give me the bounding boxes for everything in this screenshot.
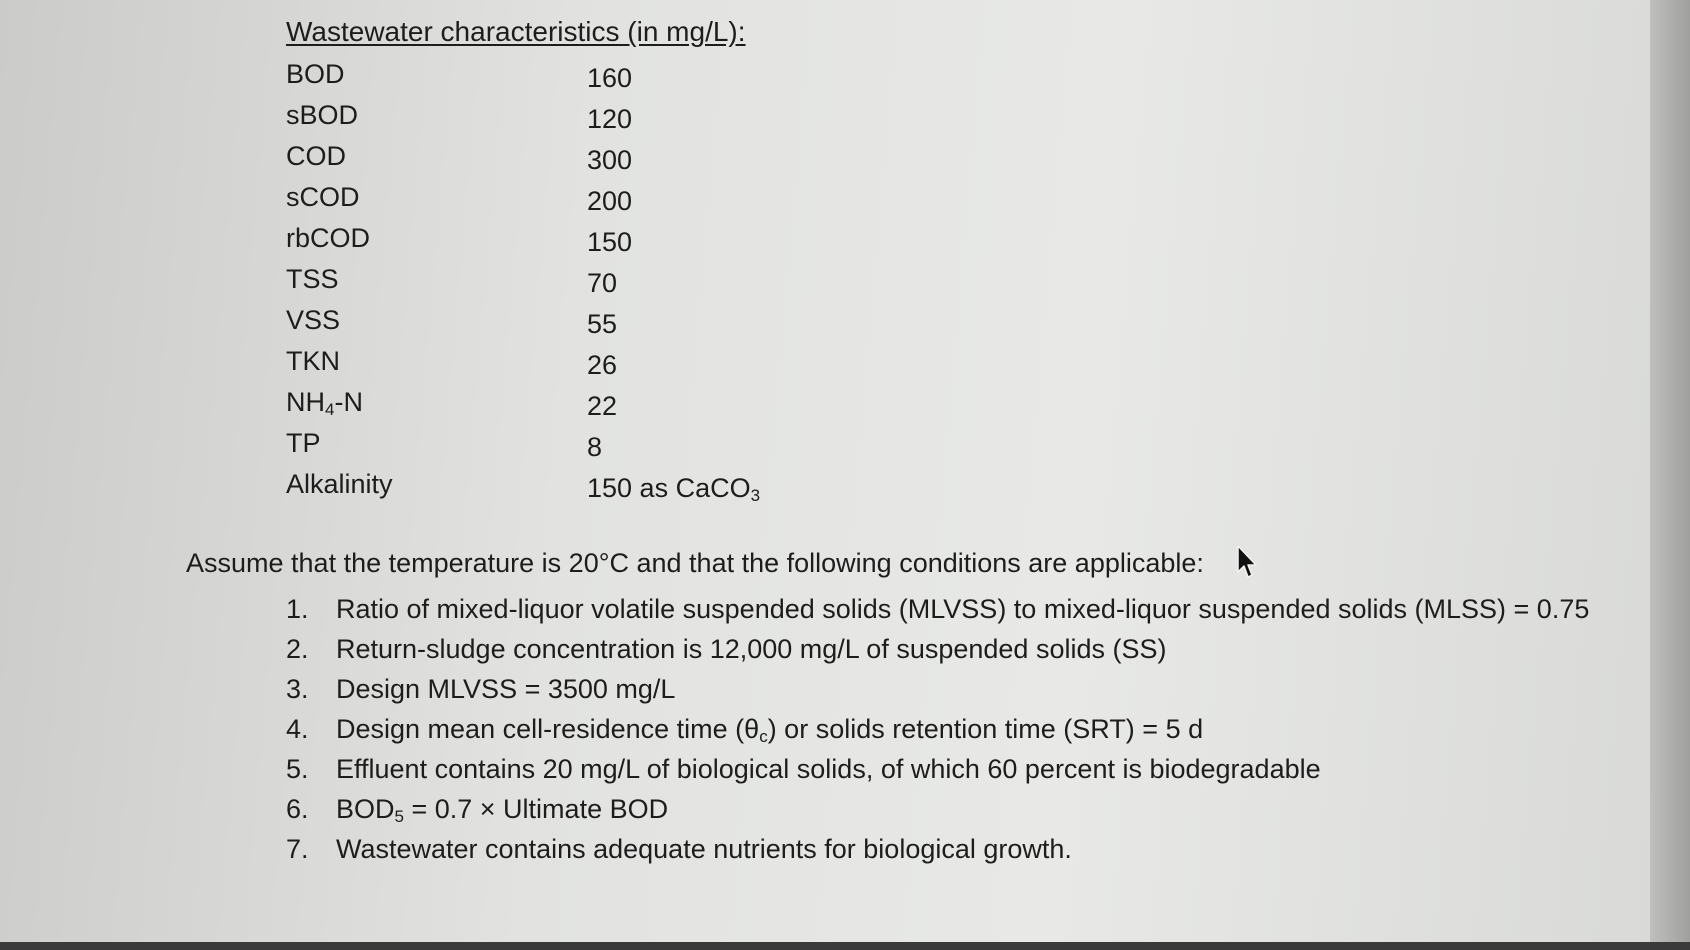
param-subscript: 4 <box>325 400 335 419</box>
table-title: Wastewater characteristics (in mg/L): <box>286 16 746 47</box>
list-number: 1. <box>286 594 309 624</box>
text-part-a: BOD <box>336 794 395 824</box>
table-row <box>286 464 786 505</box>
parameter-name: BOD <box>286 59 345 89</box>
text-part-b: ) or solids retention time (SRT) = 5 d <box>767 714 1204 744</box>
table-row <box>286 136 786 177</box>
param-main: NH <box>286 387 325 417</box>
parameter-name: Alkalinity <box>286 469 393 499</box>
table-row <box>286 218 786 259</box>
monitor-bezel-right <box>1650 0 1690 950</box>
list-item <box>286 830 1626 868</box>
parameter-value: 120 <box>587 104 633 134</box>
list-text: Ratio of mixed-liquor volatile suspended solids (MLVSS) to mixed-liquor suspended solids (MLSS) = 0.75 <box>336 594 1590 624</box>
table-row <box>286 177 786 218</box>
parameter-name: sBOD <box>286 100 359 130</box>
list-text <box>336 714 1203 744</box>
list-item <box>286 790 1626 828</box>
value-main: 150 as CaCO <box>587 473 751 503</box>
parameter-name: COD <box>286 141 346 171</box>
list-item <box>286 750 1626 788</box>
parameter-value: 200 <box>587 186 633 216</box>
list-item <box>286 590 1626 628</box>
monitor-bezel-bottom <box>0 942 1690 950</box>
text-part-a: Design mean cell-residence time (θ <box>336 714 760 744</box>
table-row <box>286 300 786 341</box>
list-number: 5. <box>286 754 309 784</box>
parameter-name: sCOD <box>286 182 360 212</box>
table-row <box>286 382 786 423</box>
parameter-value: 160 <box>587 63 633 93</box>
list-text: Effluent contains 20 mg/L of biological solids, of which 60 percent is biodegradable <box>336 754 1321 784</box>
table-row <box>286 423 786 464</box>
parameter-name: TSS <box>286 264 339 294</box>
wastewater-characteristics-table <box>286 54 786 505</box>
text-subscript: c <box>759 727 768 746</box>
text-part-b: = 0.7 × Ultimate BOD <box>403 794 669 824</box>
list-number: 6. <box>286 794 309 824</box>
parameter-name: TP <box>286 428 321 458</box>
parameter-value: 22 <box>587 391 618 421</box>
list-item <box>286 710 1626 748</box>
mouse-pointer-icon <box>1236 544 1260 580</box>
parameter-name: VSS <box>286 305 341 335</box>
list-item <box>286 670 1626 708</box>
parameter-value <box>587 468 760 509</box>
value-subscript: 3 <box>750 486 761 505</box>
list-text: Design MLVSS = 3500 mg/L <box>336 674 676 704</box>
conditions-list <box>286 590 1626 870</box>
parameter-name <box>286 382 363 423</box>
list-text: Return-sludge concentration is 12,000 mg/L of suspended solids (SS) <box>336 634 1167 664</box>
text-subscript: 5 <box>394 807 404 826</box>
list-number: 3. <box>286 674 309 704</box>
table-row <box>286 95 786 136</box>
list-item <box>286 630 1626 668</box>
list-text: Wastewater contains adequate nutrients for biological growth. <box>336 834 1072 864</box>
list-number: 2. <box>286 634 309 664</box>
list-number: 4. <box>286 714 309 744</box>
table-row <box>286 341 786 382</box>
parameter-name: TKN <box>286 346 340 376</box>
parameter-value: 70 <box>587 268 618 298</box>
table-row <box>286 259 786 300</box>
list-text <box>336 794 668 824</box>
parameter-value: 300 <box>587 145 633 175</box>
conditions-intro: Assume that the temperature is 20°C and that the following conditions are applicable: <box>186 548 1204 578</box>
list-number: 7. <box>286 834 309 864</box>
parameter-value: 150 <box>587 227 633 257</box>
table-row <box>286 54 786 95</box>
parameter-value: 8 <box>587 432 603 462</box>
parameter-value: 26 <box>587 350 618 380</box>
parameter-name: rbCOD <box>286 223 371 253</box>
param-tail: -N <box>334 387 363 417</box>
parameter-value: 55 <box>587 309 618 339</box>
